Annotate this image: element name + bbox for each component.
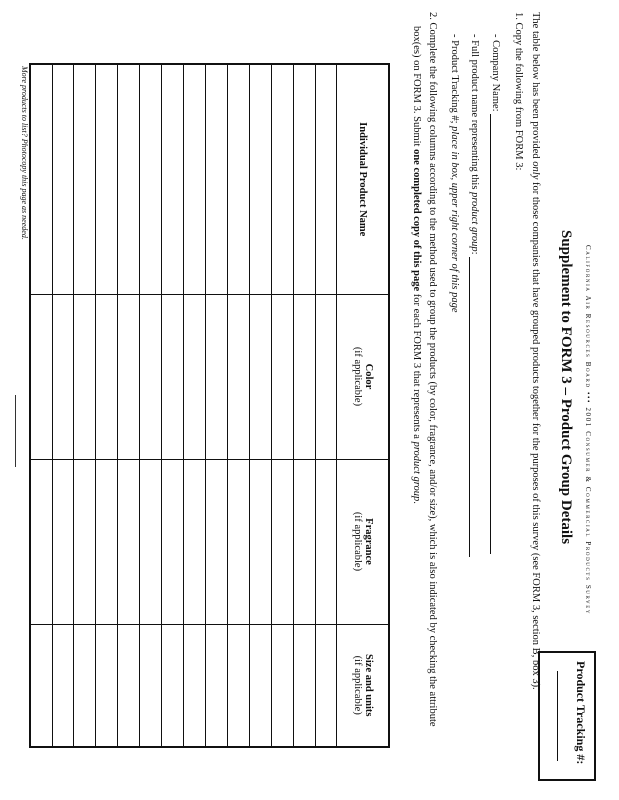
step-1-text: 1. Copy the following from FORM 3: [513, 12, 524, 171]
color-cell[interactable] [96, 294, 118, 459]
size-cell[interactable] [271, 624, 293, 747]
size-cell[interactable] [227, 624, 249, 747]
color-cell[interactable] [74, 294, 96, 459]
table-row [74, 64, 96, 747]
product-name-cell[interactable] [205, 64, 227, 294]
product-name-cell[interactable] [118, 64, 140, 294]
table-body [30, 64, 337, 747]
fragrance-cell[interactable] [249, 459, 271, 624]
tracking-instruction: - Product Tracking #; place in box, upper right corner of this page [449, 34, 460, 313]
color-cell[interactable] [52, 294, 74, 459]
color-cell[interactable] [227, 294, 249, 459]
table-row [96, 64, 118, 747]
product-name-cell[interactable] [227, 64, 249, 294]
size-cell[interactable] [162, 624, 184, 747]
table-row [249, 64, 271, 747]
table-header-row [337, 64, 389, 747]
product-name-label: - Full product name representing this product group: [469, 34, 480, 255]
fragrance-cell[interactable] [271, 459, 293, 624]
size-cell[interactable] [140, 624, 162, 747]
color-cell[interactable] [271, 294, 293, 459]
product-name-cell[interactable] [162, 64, 184, 294]
table-row [30, 64, 52, 747]
fragrance-cell[interactable] [96, 459, 118, 624]
color-cell[interactable] [30, 294, 52, 459]
fragrance-cell[interactable] [74, 459, 96, 624]
table-row [162, 64, 184, 747]
table-row [52, 64, 74, 747]
step-2-line-2: box(es) on FORM 3. Submit one completed copy of this page for each FORM 3 that represents a product group. [411, 26, 422, 504]
product-tracking-label: Product Tracking #: [574, 661, 588, 765]
size-cell[interactable] [184, 624, 206, 747]
scan-artifact-mark [15, 395, 16, 467]
size-cell[interactable] [52, 624, 74, 747]
fragrance-cell[interactable] [52, 459, 74, 624]
product-name-cell[interactable] [293, 64, 315, 294]
product-name-cell[interactable] [30, 64, 52, 294]
color-cell[interactable] [205, 294, 227, 459]
color-cell[interactable] [293, 294, 315, 459]
table-row [271, 64, 293, 747]
page-title: Supplement to FORM 3 – Product Group Details [558, 230, 574, 545]
column-header-product-name: Individual Product Name [337, 64, 389, 294]
size-cell[interactable] [249, 624, 271, 747]
fragrance-cell[interactable] [205, 459, 227, 624]
product-name-cell[interactable] [271, 64, 293, 294]
table-row [140, 64, 162, 747]
size-cell[interactable] [30, 624, 52, 747]
fragrance-cell[interactable] [162, 459, 184, 624]
color-cell[interactable] [249, 294, 271, 459]
table-row [184, 64, 206, 747]
table-row [118, 64, 140, 747]
product-tracking-blank[interactable] [557, 671, 558, 761]
product-name-cell[interactable] [140, 64, 162, 294]
color-cell[interactable] [184, 294, 206, 459]
color-cell[interactable] [315, 294, 337, 459]
fragrance-cell[interactable] [293, 459, 315, 624]
footnote: More products to list? Photocopy this page as needed. [20, 66, 29, 240]
table-row [315, 64, 337, 747]
product-name-cell[interactable] [249, 64, 271, 294]
fragrance-cell[interactable] [184, 459, 206, 624]
size-cell[interactable] [74, 624, 96, 747]
column-header-color: Color (if applicable) [337, 294, 389, 459]
size-cell[interactable] [118, 624, 140, 747]
product-name-line [469, 34, 481, 557]
color-cell[interactable] [162, 294, 184, 459]
size-cell[interactable] [315, 624, 337, 747]
fragrance-cell[interactable] [30, 459, 52, 624]
color-cell[interactable] [140, 294, 162, 459]
table-row [293, 64, 315, 747]
column-header-size: Size and units (if applicable) [337, 624, 389, 747]
product-name-cell[interactable] [96, 64, 118, 294]
running-head: California Air Resources Board ••• 2001 Consumer & Commercial Products Survey [584, 245, 592, 616]
product-group-table [29, 63, 390, 748]
table-row [205, 64, 227, 747]
fragrance-cell[interactable] [227, 459, 249, 624]
product-name-field[interactable] [469, 257, 481, 557]
product-name-cell[interactable] [184, 64, 206, 294]
fragrance-cell[interactable] [315, 459, 337, 624]
company-name-line [490, 34, 502, 554]
company-name-field[interactable] [490, 114, 502, 554]
table-row [227, 64, 249, 747]
column-header-fragrance: Fragrance (if applicable) [337, 459, 389, 624]
fragrance-cell[interactable] [118, 459, 140, 624]
size-cell[interactable] [96, 624, 118, 747]
product-name-cell[interactable] [74, 64, 96, 294]
product-tracking-box[interactable] [538, 651, 596, 781]
product-name-cell[interactable] [315, 64, 337, 294]
company-name-label: - Company Name: [490, 34, 501, 112]
fragrance-cell[interactable] [140, 459, 162, 624]
size-cell[interactable] [293, 624, 315, 747]
size-cell[interactable] [205, 624, 227, 747]
product-name-cell[interactable] [52, 64, 74, 294]
step-2-line-1: 2. Complete the following columns according to the method used to group the products (by color, fragrance, and/or size), which is also indicated by checking the attribute [427, 12, 438, 727]
color-cell[interactable] [118, 294, 140, 459]
intro-text: The table below has been provided only for those companies that have grouped products together for the purposes of this survey (see FORM 3, section B, box 3). [530, 12, 541, 690]
